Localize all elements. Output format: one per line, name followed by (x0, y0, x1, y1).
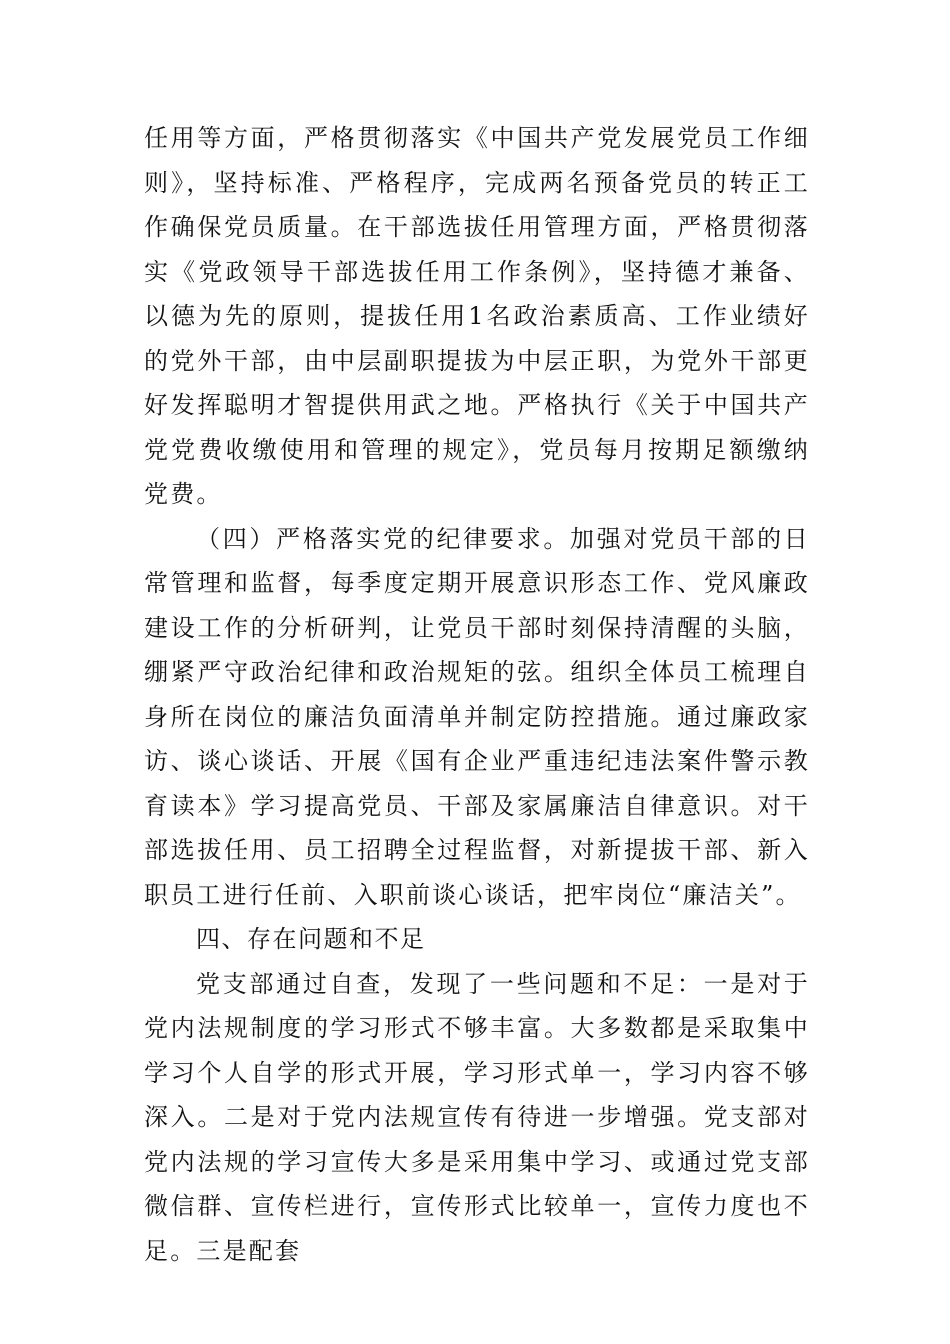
paragraph-personnel-appointment: 任用等方面，严格贯彻落实《中国共产党发展党员工作细则》，坚持标准、严格程序，完成两名预备党员的转正工作确保党员质量。在干部选拔任用管理方面，严格贯彻落实《党政领导干部选拔任用工作条例》，坚持德才兼备、以德为先的原则，提拔任用1名政治素质高、工作业绩好的党外干部，由中层副职提拔为中层正职，为党外干部更好发挥聪明才智提供用武之地。严格执行《关于中国共产党党费收缴使用和管理的规定》，党员每月按期足额缴纳党费。 (144, 124, 810, 508)
document-body (144, 116, 810, 1273)
paragraph-problems-found: 党支部通过自查，发现了一些问题和不足：一是对于党内法规制度的学习形式不够丰富。大多数都是采取集中学习个人自学的形式开展，学习形式单一，学习内容不够深入。二是对于党内法规宣传有待进一步增强。党支部对党内法规的学习宣传大多是采用集中学习、或通过党支部微信群、宣传栏进行，宣传形式比较单一，宣传力度也不足。三是配套 (144, 969, 810, 1265)
section-heading-problems: 四、存在问题和不足 (196, 925, 426, 953)
paragraph-discipline-requirements: （四）严格落实党的纪律要求。加强对党员干部的日常管理和监督，每季度定期开展意识形态工作、党风廉政建设工作的分析研判，让党员干部时刻保持清醒的头脑，绷紧严守政治纪律和政治规矩的弦。组织全体员工梳理自身所在岗位的廉洁负面清单并制定防控措施。通过廉政家访、谈心谈话、开展《国有企业严重违纪违法案件警示教育读本》学习提高党员、干部及家属廉洁自律意识。对干部选拔任用、员工招聘全过程监督，对新提拔干部、新入职员工进行任前、入职前谈心谈话，把牢岗位“廉洁关”。 (144, 524, 810, 909)
